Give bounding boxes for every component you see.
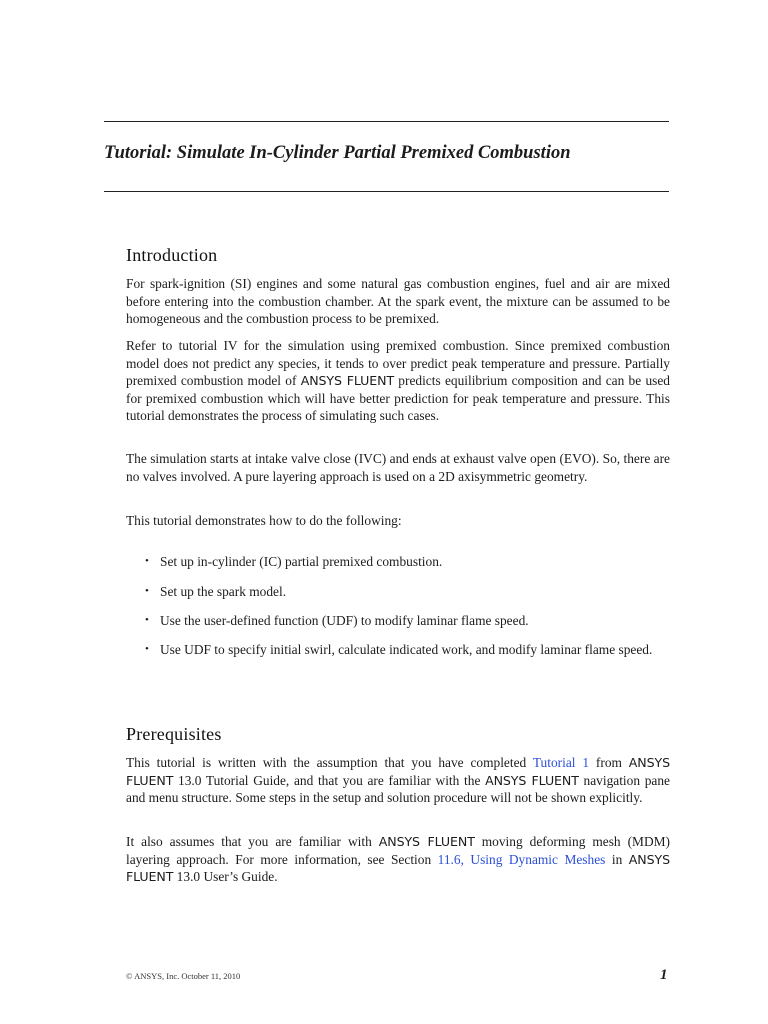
introduction-section (126, 245, 670, 266)
tutorial-1-link[interactable]: Tutorial 1 (532, 755, 590, 770)
intro-p2-text (126, 337, 670, 425)
intro-p3-text: The simulation starts at intake valve close (IVC) and ends at exhaust valve open (EVO). So, there are no valves involved. A pure layering approach is used on a 2D axisymmetric geometry. (126, 451, 670, 484)
product-name: ANSYS FLUENT (378, 834, 475, 849)
introduction-heading: Introduction (126, 245, 218, 265)
page-number: 1 (660, 967, 668, 983)
intro-p1-text: For spark-ignition (SI) engines and some natural gas combustion engines, fuel and air are mixed before entering into the combustion chamber. At the spark event, the mixture can be assumed to be homogeneous and the combustion process to be premixed. (126, 276, 670, 327)
prereq-paragraph-1 (126, 754, 670, 807)
prereq-p1-text: This tutorial is written with the assumption that you have completed Tutorial 1 from ANSYS FLUENT 13.0 Tutorial Guide, and that you are familiar with the ANSYS FLUENT navigation pane and menu structure. Some steps in the setup and solution procedure will not be shown explicitly. (126, 755, 670, 806)
prerequisites-section (126, 724, 670, 745)
bullet-icon: • (145, 585, 149, 597)
intro-paragraph-2 (126, 337, 670, 425)
bullet-icon: • (145, 614, 149, 626)
prereq-p2-text: It also assumes that you are familiar with ANSYS FLUENT moving deforming mesh (MDM) layering approach. For more information, see Section 11.6, Using Dynamic Meshes in ANSYS FLUENT 13.0 User’s Guide. (126, 834, 670, 885)
intro-paragraph-1 (126, 275, 670, 328)
intro-p2-part-a: Refer to tutorial IV for the simulation using premixed combustion. Since premixed combustion model does not predict any species, it tends to over predict peak temperature and pressure. Partially premixed combustion model of (126, 338, 670, 389)
page-title: Tutorial: Simulate In-Cylinder Partial Premixed Combustion (104, 143, 571, 163)
dynamic-meshes-link[interactable]: 11.6, Using Dynamic Meshes (437, 851, 606, 867)
list-item: • Set up the spark model. (145, 584, 287, 599)
prereq-paragraph-2 (126, 833, 670, 886)
list-item: • Set up in-cylinder (IC) partial premixed combustion. (145, 554, 443, 569)
product-name: ANSYS FLUENT (300, 373, 395, 389)
list-item: • Use the user-defined function (UDF) to modify laminar flame speed. (145, 613, 529, 628)
intro-p2-part-b: predicts equilibrium composition and can be used for premixed combustion which will have better prediction for peak temperature and pressure. This tutorial demonstrates the process of simulating such cases. (126, 373, 670, 424)
prerequisites-heading: Prerequisites (126, 724, 222, 744)
title-rule-bottom (104, 191, 669, 192)
title-rule-top (104, 121, 669, 122)
intro-p4-text: This tutorial demonstrates how to do the following: (126, 513, 402, 528)
list-item: • Use UDF to specify initial swirl, calculate indicated work, and modify laminar flame speed. (145, 642, 653, 657)
bullet-icon: • (145, 643, 149, 655)
product-name: ANSYS FLUENT (126, 755, 670, 788)
intro-paragraph-4 (126, 512, 670, 530)
bullet-icon: • (145, 555, 149, 567)
product-name: ANSYS FLUENT (126, 851, 670, 885)
copyright-footer: © ANSYS, Inc. October 11, 2010 (126, 971, 241, 981)
intro-paragraph-3 (126, 450, 670, 485)
product-name: ANSYS FLUENT (485, 772, 579, 788)
